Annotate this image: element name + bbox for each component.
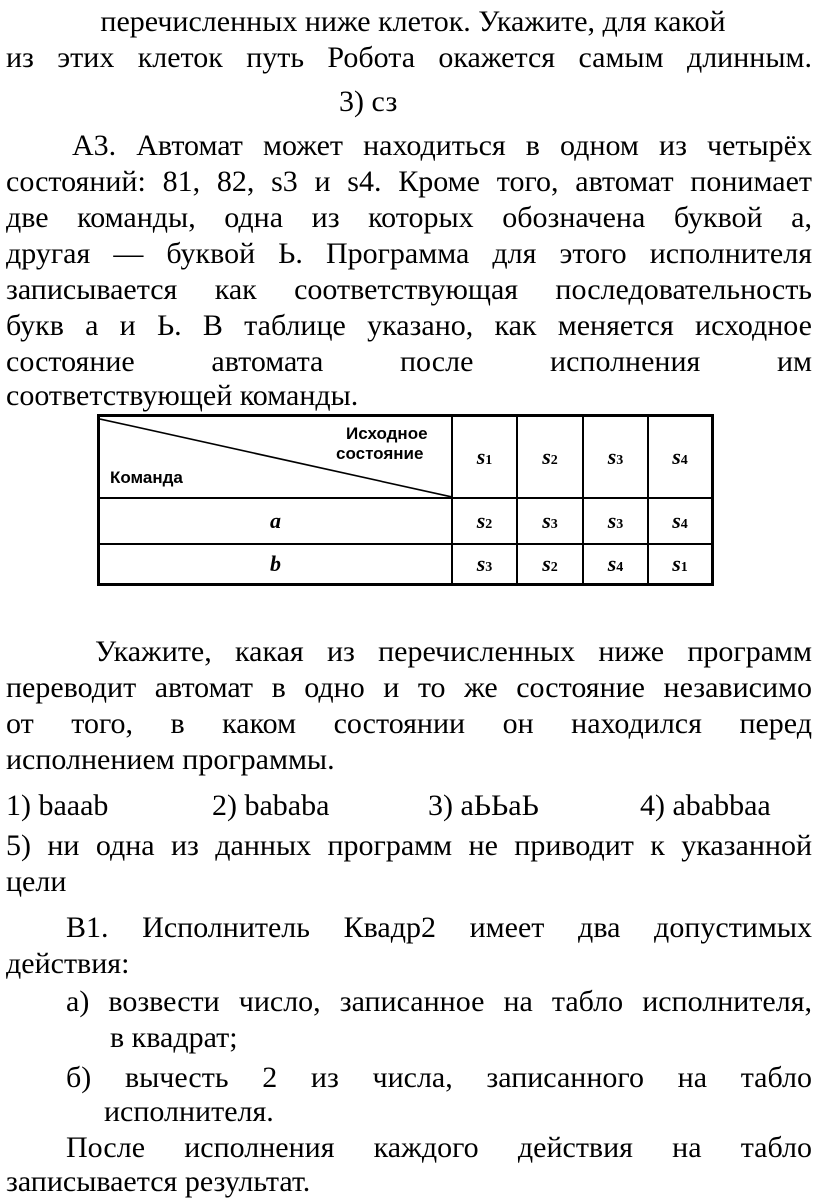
b1-line: В1. Исполнитель Квадр2 имеет два допустимых xyxy=(66,911,812,944)
state-header-cell: s $_4$ xyxy=(672,444,688,469)
command-a-cell: a xyxy=(270,508,281,533)
paragraph-line: А3. Автомат может находиться в одном из четырёх xyxy=(72,129,812,162)
paragraph-line: две команды, одна из которых обозначена буквой а, xyxy=(6,201,812,234)
b1-line: действия: xyxy=(6,947,130,980)
paragraph-line: букв а и Ь. В таблице указано, как меняется исходное xyxy=(6,309,812,342)
table-cell: s $_4$ xyxy=(607,551,624,576)
option-4: 4) ababbaa xyxy=(640,789,771,822)
table-cell: s $_3$ xyxy=(476,551,493,576)
header-source-state-2: состояние xyxy=(336,444,424,463)
state-header-cell: s $_1$ xyxy=(476,444,493,469)
state-transition-table xyxy=(97,414,714,586)
command-b-cell: b xyxy=(270,551,281,576)
state-header-cell: s $_3$ xyxy=(607,444,624,469)
paragraph-line: соответствующей команды. xyxy=(6,379,359,412)
text-line: перечисленных ниже клеток. Укажите, для какой xyxy=(100,5,726,38)
table-cell: s $_2$ xyxy=(476,508,493,533)
b1-item-a: а) возвести число, записанное на табло исполнителя, xyxy=(66,985,812,1018)
b1-line: записывается результат. xyxy=(6,1165,311,1198)
option-3: 3) aЬЬaЬ xyxy=(428,789,539,822)
paragraph-line: другая — буквой Ь. Программа для этого исполнителя xyxy=(6,237,812,270)
question-line: переводит автомат в одно и то же состояние независимо xyxy=(6,671,812,704)
paragraph-line: состояние автомата после исполнения им xyxy=(6,345,812,378)
option-5-cont: цели xyxy=(6,865,67,898)
paragraph-line: состояний: 81, 82, s3 и s4. Кроме того, автомат понимает xyxy=(6,165,812,198)
b1-item-a-cont: в квадрат; xyxy=(110,1021,238,1054)
option-5: 5) ни одна из данных программ не приводит к указанной xyxy=(6,829,812,862)
b1-item-b: б) вычесть 2 из числа, записанного на табло xyxy=(66,1061,812,1094)
answer-line: 3) сз xyxy=(339,85,398,118)
b1-item-b-cont: исполнителя. xyxy=(104,1095,274,1128)
b1-line: После исполнения каждого действия на табло xyxy=(66,1131,812,1164)
table-cell: s $_1$ xyxy=(672,551,688,576)
option-1: 1) baaab xyxy=(6,789,109,822)
option-2: 2) bababa xyxy=(212,789,330,822)
question-line: Укажите, какая из перечисленных ниже программ xyxy=(95,635,812,668)
state-header-cell: s $_2$ xyxy=(542,444,558,469)
header-source-state: Исходное xyxy=(346,424,428,443)
question-line: от того, в каком состоянии он находился перед xyxy=(6,707,812,740)
text-line: из этих клеток путь Робота окажется самым длинным. xyxy=(6,41,812,74)
table-cell: s $_3$ xyxy=(542,508,558,533)
table-cell: s $_3$ xyxy=(607,508,624,533)
paragraph-line: записывается как соответствующая последовательность xyxy=(6,273,812,306)
question-line: исполнением программы. xyxy=(6,743,335,776)
table-cell: s $_2$ xyxy=(542,551,558,576)
table-cell: s $_4$ xyxy=(672,508,688,533)
header-command: Команда xyxy=(110,468,183,487)
